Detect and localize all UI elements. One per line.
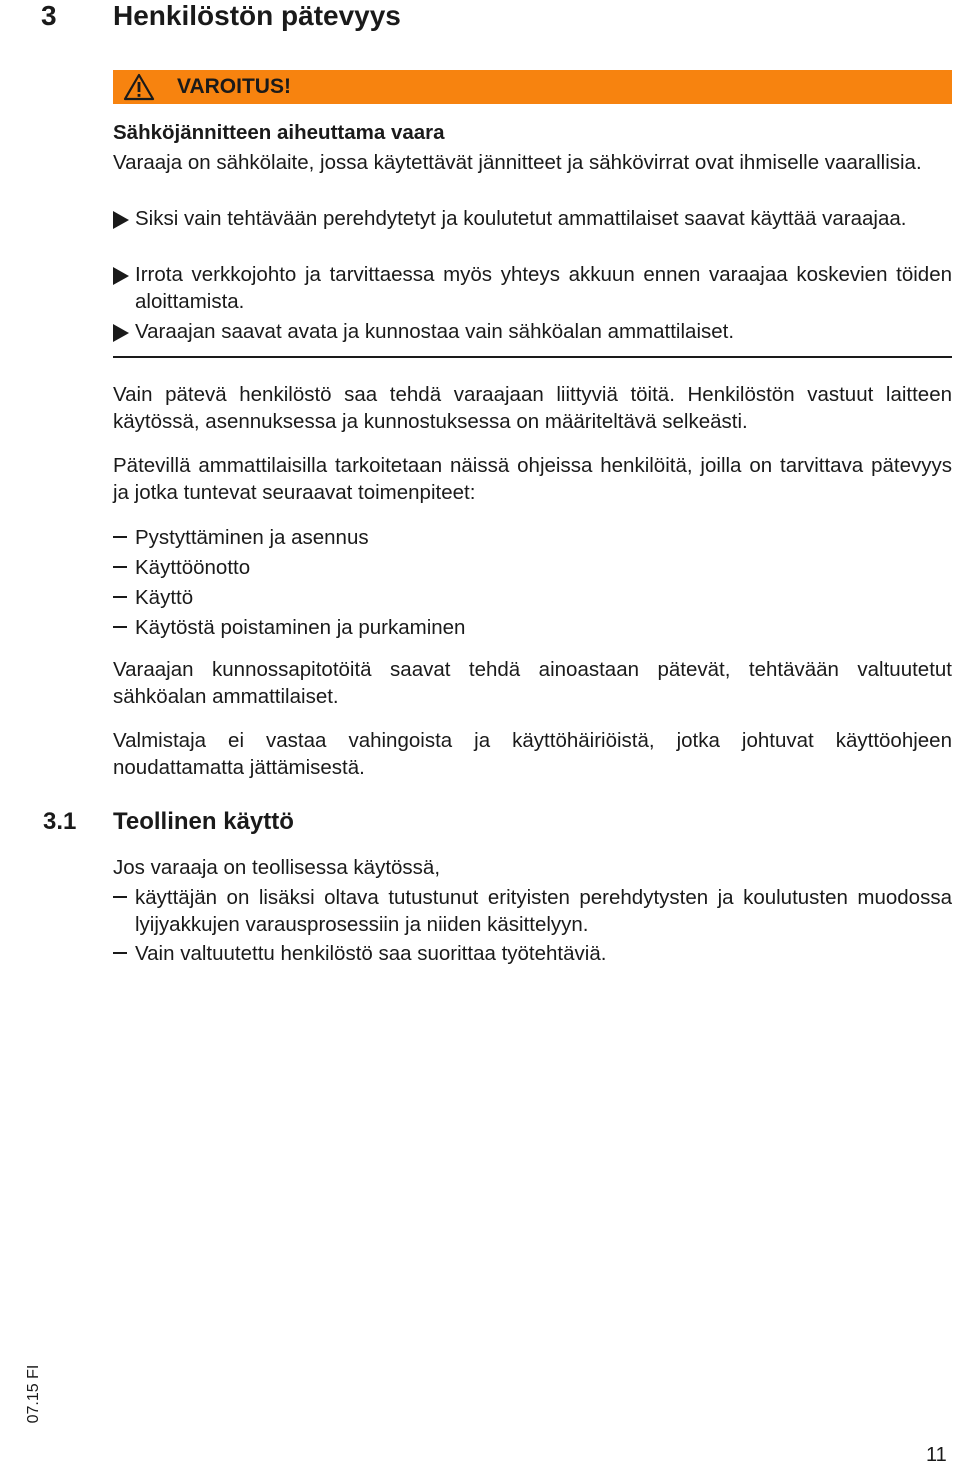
section-title: Teollinen käyttö bbox=[113, 808, 294, 835]
section-number: 3.1 bbox=[43, 808, 77, 835]
list-item bbox=[113, 585, 952, 612]
warning-action-text: Varaajan saavat avata ja kunnostaa vain sähköalan ammattilaiset. bbox=[135, 320, 735, 343]
chapter-heading bbox=[41, 0, 401, 32]
arrow-right-icon bbox=[113, 267, 129, 285]
paragraph: Varaajan kunnossapitotöitä saavat tehdä ainoastaan pätevät, tehtävään valtuutetut sähköalan ammattilaiset. bbox=[113, 658, 952, 708]
list-item-text: käyttäjän on lisäksi oltava tutustunut erityisten perehdytysten ja koulutusten muodossa lyijyakkujen varausprosessiin ja niiden käsittelyyn. bbox=[135, 886, 952, 936]
warning-action bbox=[113, 319, 952, 346]
list-item-text: Vain valtuutettu henkilöstö saa suorittaa työtehtäviä. bbox=[135, 942, 607, 965]
paragraph: Pätevillä ammattilaisilla tarkoitetaan näissä ohjeissa henkilöitä, joilla on tarvittava pätevyys ja jotka tuntevat seuraavat toimenpiteet: bbox=[113, 454, 952, 504]
dash-bullet-icon bbox=[113, 536, 127, 538]
dash-bullet-icon bbox=[113, 626, 127, 628]
warning-label: VAROITUS! bbox=[177, 75, 291, 98]
list-item-text: Käytöstä poistaminen ja purkaminen bbox=[135, 616, 466, 639]
document-code: 07.15 FI bbox=[25, 1364, 42, 1424]
chapter-title: Henkilöstön pätevyys bbox=[113, 0, 401, 31]
list-item bbox=[113, 941, 952, 968]
warning-action-text: Siksi vain tehtävään perehdytetyt ja koulutetut ammattilaiset saavat käyttää varaajaa. bbox=[135, 207, 907, 230]
section-heading bbox=[43, 807, 294, 837]
warning-triangle-icon bbox=[123, 73, 155, 101]
dash-bullet-icon bbox=[113, 896, 127, 898]
dash-bullet-icon bbox=[113, 952, 127, 954]
dash-bullet-icon bbox=[113, 596, 127, 598]
warning-end-divider bbox=[113, 356, 952, 358]
list-item-text: Pystyttäminen ja asennus bbox=[135, 526, 369, 549]
paragraph: Valmistaja ei vastaa vahingoista ja käyttöhäiriöistä, jotka johtuvat käyttöohjeen noudattamatta jättämisestä. bbox=[113, 729, 952, 779]
list-item bbox=[113, 615, 952, 642]
paragraph: Vain pätevä henkilöstö saa tehdä varaajaan liittyviä töitä. Henkilöstön vastuut laitteen käytössä, asennuksessa ja kunnostuksessa on määriteltävä selkeästi. bbox=[113, 383, 952, 433]
warning-action-text: Irrota verkkojohto ja tarvittaessa myös yhteys akkuun ennen varaajaa koskevien töiden aloittamista. bbox=[135, 263, 952, 313]
list-item bbox=[113, 525, 952, 552]
warning-action bbox=[113, 262, 952, 315]
warning-action bbox=[113, 206, 952, 233]
arrow-right-icon bbox=[113, 211, 129, 229]
section-intro: Jos varaaja on teollisessa käytössä, bbox=[113, 856, 441, 879]
list-item-text: Käyttö bbox=[135, 586, 194, 609]
chapter-number: 3 bbox=[41, 0, 57, 31]
arrow-right-icon bbox=[113, 324, 129, 342]
list-item bbox=[113, 555, 952, 582]
list-item-text: Käyttöönotto bbox=[135, 556, 251, 579]
list-item bbox=[113, 885, 952, 938]
warning-heading: Sähköjännitteen aiheuttama vaara bbox=[113, 121, 445, 144]
warning-banner bbox=[113, 70, 952, 104]
dash-bullet-icon bbox=[113, 566, 127, 568]
page-number: 11 bbox=[926, 1444, 947, 1466]
warning-text: Varaaja on sähkölaite, jossa käytettävät jännitteet ja sähkövirrat ovat ihmiselle vaarallisia. bbox=[113, 151, 922, 174]
